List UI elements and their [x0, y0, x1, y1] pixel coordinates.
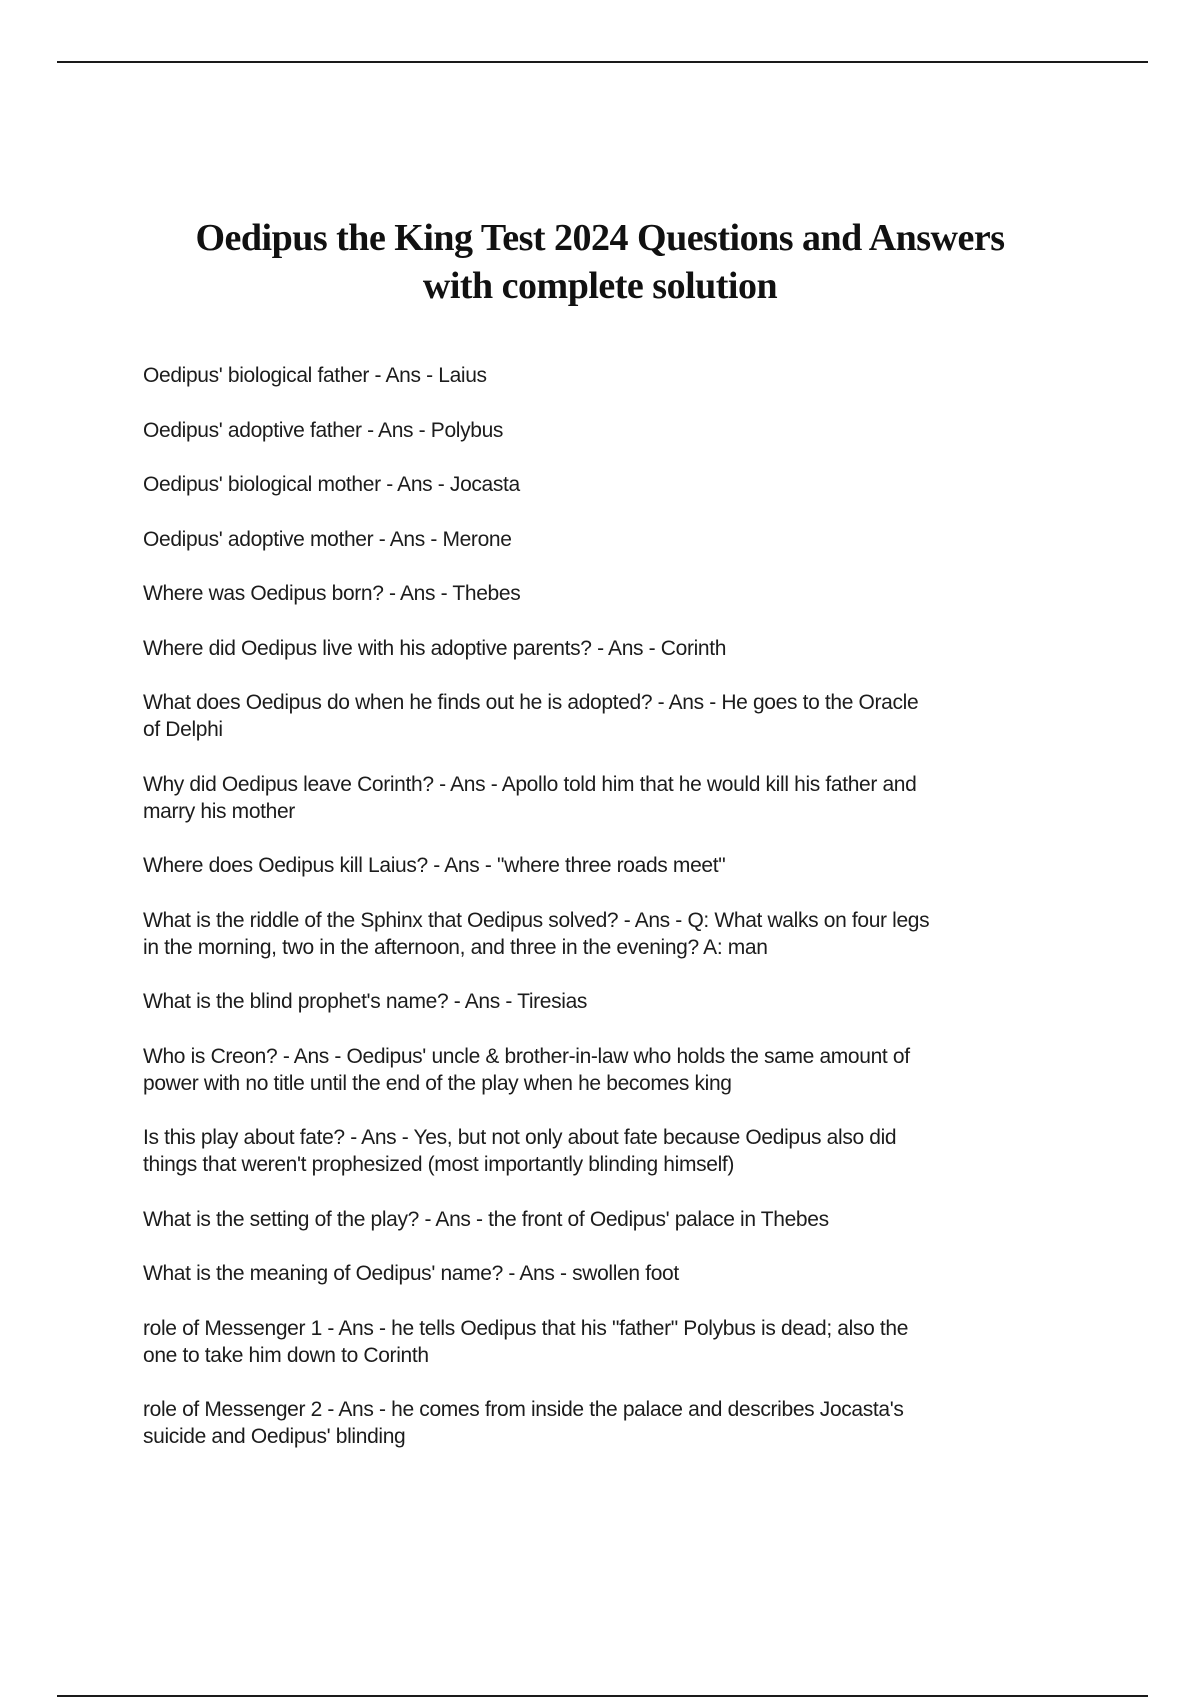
- qa-item-line: What is the blind prophet's name? - Ans - Tiresias: [143, 990, 588, 1013]
- qa-item-line: What is the setting of the play? - Ans - the front of Oedipus' palace in Thebes: [143, 1207, 829, 1231]
- title-line-1: Oedipus the King Test 2024 Questions and Answers: [195, 217, 1005, 259]
- qa-item-line: things that weren't prophesized (most importantly blinding himself): [143, 1153, 735, 1176]
- qa-item: [143, 635, 1103, 662]
- qa-item-line: Where did Oedipus live with his adoptive parents? - Ans - Corinth: [143, 636, 727, 660]
- qa-item-line: Oedipus' biological mother - Ans - Jocasta: [143, 473, 520, 496]
- qa-item: [143, 471, 1103, 498]
- qa-item: [143, 771, 1103, 825]
- qa-item: [143, 689, 1103, 743]
- qa-item-line: role of Messenger 2 - Ans - he comes from inside the palace and describes Jocasta's: [143, 1398, 904, 1421]
- qa-item: [143, 907, 1103, 961]
- title-line-2: with complete solution: [422, 265, 778, 307]
- qa-item: [143, 1315, 1103, 1369]
- qa-list: [143, 362, 1103, 1478]
- footer-rule: [57, 1695, 1148, 1697]
- qa-item-line: What is the meaning of Oedipus' name? - Ans - swollen foot: [143, 1262, 679, 1285]
- qa-item-line: Oedipus' adoptive mother - Ans - Merone: [143, 527, 512, 551]
- qa-item-line: Where does Oedipus kill Laius? - Ans - "where three roads meet": [143, 854, 726, 877]
- qa-item-line: Why did Oedipus leave Corinth? - Ans - Apollo told him that he would kill his father and: [143, 772, 917, 796]
- qa-item: [143, 1260, 1103, 1287]
- qa-item-line: Oedipus' adoptive father - Ans - Polybus: [143, 418, 504, 442]
- qa-item: [143, 852, 1103, 879]
- qa-item-line: What is the riddle of the Sphinx that Oedipus solved? - Ans - Q: What walks on four legs: [143, 908, 930, 932]
- qa-item: [143, 1043, 1103, 1097]
- qa-item: [143, 526, 1103, 553]
- qa-item: [143, 417, 1103, 444]
- qa-item-line: marry his mother: [143, 799, 295, 823]
- qa-item: [143, 1206, 1103, 1233]
- qa-item: [143, 580, 1103, 607]
- qa-item-line: suicide and Oedipus' blinding: [143, 1425, 406, 1448]
- qa-item: [143, 1396, 1103, 1450]
- qa-item-line: one to take him down to Corinth: [143, 1343, 429, 1367]
- header-rule: [57, 61, 1148, 63]
- qa-item-line: Who is Creon? - Ans - Oedipus' uncle & brother-in-law who holds the same amount of: [143, 1044, 910, 1068]
- qa-item-line: Is this play about fate? - Ans - Yes, but not only about fate because Oedipus also did: [143, 1126, 897, 1149]
- qa-item-line: Where was Oedipus born? - Ans - Thebes: [143, 582, 521, 605]
- qa-item-line: Oedipus' biological father - Ans - Laius: [143, 364, 487, 387]
- qa-item-line: of Delphi: [143, 718, 223, 741]
- document-title: [0, 214, 1200, 310]
- qa-item: [143, 988, 1103, 1015]
- qa-item-line: What does Oedipus do when he finds out he is adopted? - Ans - He goes to the Oracle: [143, 691, 919, 714]
- qa-item-line: power with no title until the end of the play when he becomes king: [143, 1071, 732, 1095]
- qa-item-line: in the morning, two in the afternoon, and three in the evening? A: man: [143, 935, 768, 959]
- qa-item-line: role of Messenger 1 - Ans - he tells Oedipus that his "father" Polybus is dead; also the: [143, 1316, 909, 1340]
- qa-item: [143, 362, 1103, 389]
- qa-item: [143, 1124, 1103, 1178]
